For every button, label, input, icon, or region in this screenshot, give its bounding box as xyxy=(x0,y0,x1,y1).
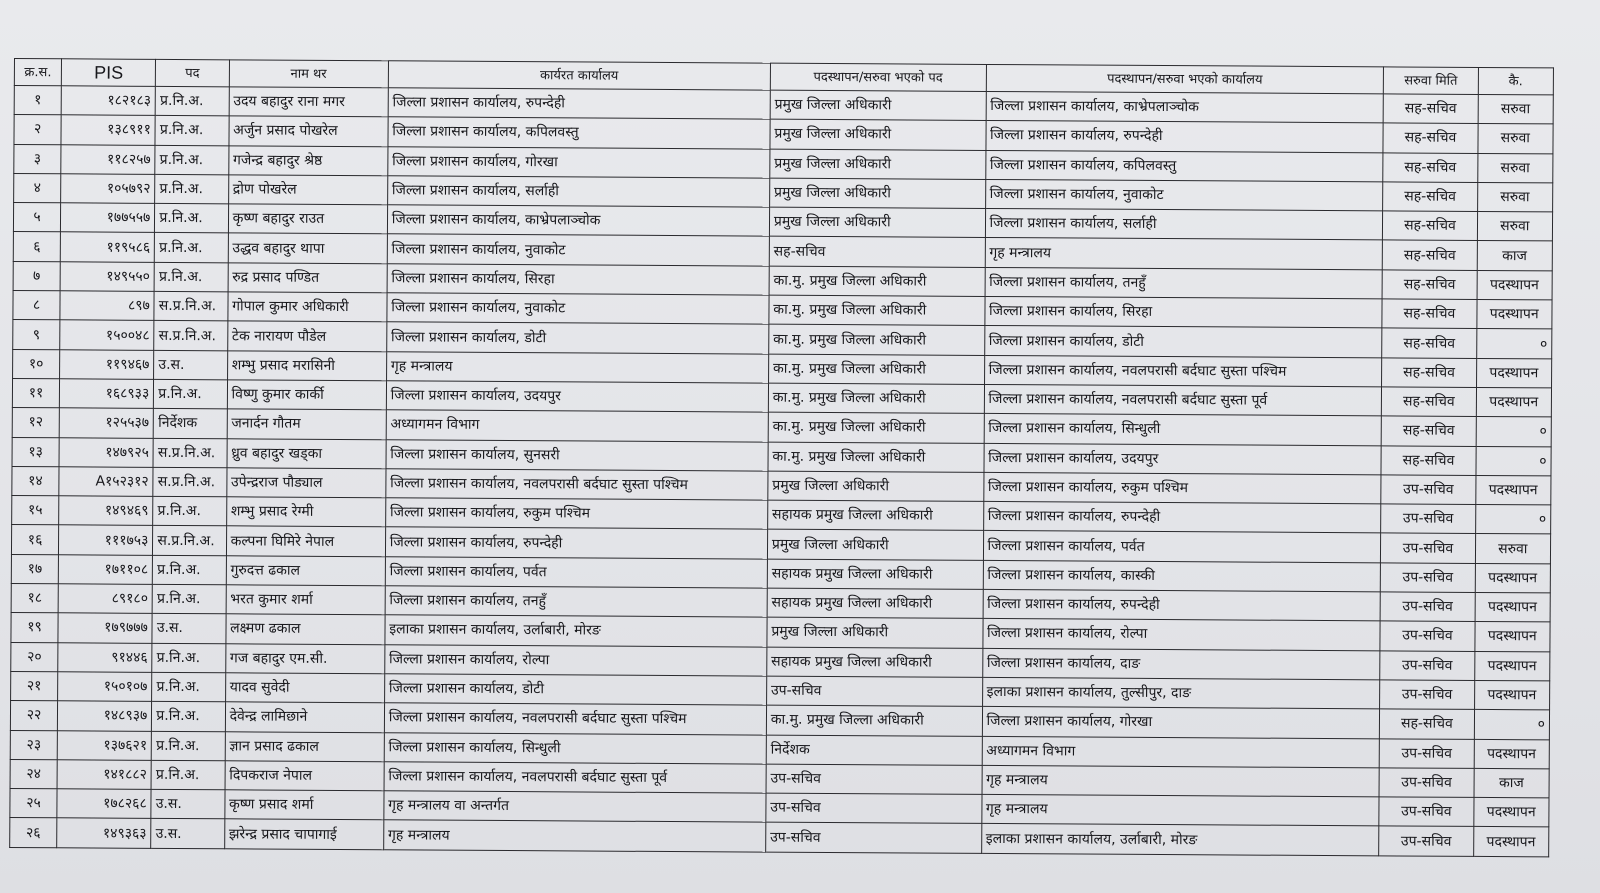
cell-level: उप-सचिव xyxy=(1381,533,1475,563)
cell-pis: १४९३६३ xyxy=(57,818,151,848)
cell-posted-office: जिल्ला प्रशासन कार्यालय, रुपन्देही xyxy=(983,502,1381,534)
cell-cadre: निर्देशक xyxy=(154,409,227,439)
cell-cadre: उ.स. xyxy=(154,350,227,380)
cell-current-office: जिल्ला प्रशासन कार्यालय, डोटी xyxy=(386,322,768,354)
cell-posted-office: गृह मन्त्रालय xyxy=(982,765,1380,797)
cell-posted-position: का.मु. प्रमुख जिल्ला अधिकारी xyxy=(769,266,985,297)
cell-pis: १५००४८ xyxy=(60,320,154,350)
cell-pis: १३८९११ xyxy=(61,115,155,145)
cell-cadre: प्र.नि.अ. xyxy=(155,116,228,146)
cell-serial: २५ xyxy=(10,789,57,819)
header-remark: कै. xyxy=(1478,67,1554,94)
cell-pis: ११९४६७ xyxy=(60,349,154,379)
cell-posted-position: सहायक प्रमुख जिल्ला अधिकारी xyxy=(767,647,983,678)
cell-cadre: प्र.नि.अ. xyxy=(155,174,228,204)
cell-cadre: स.प्र.नि.अ. xyxy=(154,291,227,321)
cell-remark: पदस्थापन xyxy=(1476,387,1552,417)
cell-remark: ० xyxy=(1474,710,1550,740)
cell-name: शम्भु प्रसाद मरासिनी xyxy=(227,350,386,380)
cell-posted-office: जिल्ला प्रशासन कार्यालय, काभ्रेपलाञ्चोक xyxy=(986,91,1384,123)
cell-level: उप-सचिव xyxy=(1381,563,1475,593)
header-posted-position: पदस्थापन/सरुवा भएको पद xyxy=(770,63,986,91)
cell-cadre: प्र.नि.अ. xyxy=(152,731,225,761)
cell-level: सह-सचिव xyxy=(1382,358,1476,388)
cell-level: उप-सचिव xyxy=(1379,768,1473,798)
cell-remark: पदस्थापन xyxy=(1475,475,1551,505)
cell-name: झरेन्द्र प्रसाद चापागाई xyxy=(224,819,383,850)
cell-posted-office: जिल्ला प्रशासन कार्यालय, कपिलवस्तु xyxy=(985,150,1383,182)
cell-posted-office: जिल्ला प्रशासन कार्यालय, पर्वत xyxy=(983,531,1381,563)
cell-level: उप-सचिव xyxy=(1380,650,1474,680)
cell-level: सह-सचिव xyxy=(1382,387,1476,417)
cell-cadre: प्र.नि.अ. xyxy=(152,672,225,702)
cell-level: उप-सचिव xyxy=(1379,797,1473,827)
cell-current-office: जिल्ला प्रशासन कार्यालय, काभ्रेपलाञ्चोक xyxy=(387,205,769,237)
cell-cadre: उ.स. xyxy=(152,614,225,644)
cell-current-office: जिल्ला प्रशासन कार्यालय, नवलपरासी बर्दघाट सुस्ता पूर्व xyxy=(384,762,766,794)
cell-serial: ५ xyxy=(13,203,60,233)
cell-posted-position: का.मु. प्रमुख जिल्ला अधिकारी xyxy=(769,324,985,355)
cell-pis: १७९७७७ xyxy=(58,613,152,643)
cell-name: कृष्ण प्रसाद शर्मा xyxy=(224,790,383,820)
cell-cadre: स.प्र.नि.अ. xyxy=(153,438,226,468)
cell-posted-position: का.मु. प्रमुख जिल्ला अधिकारी xyxy=(769,295,985,326)
cell-remark: ० xyxy=(1476,329,1552,359)
cell-level: उप-सचिव xyxy=(1379,826,1473,856)
header-current-office: कार्यरत कार्यालय xyxy=(388,61,770,90)
cell-serial: ३ xyxy=(14,144,61,174)
cell-current-office: जिल्ला प्रशासन कार्यालय, नवलपरासी बर्दघाट सुस्ता पश्चिम xyxy=(384,703,766,735)
cell-current-office: जिल्ला प्रशासन कार्यालय, नुवाकोट xyxy=(387,234,769,266)
cell-posted-position: प्रमुख जिल्ला अधिकारी xyxy=(768,471,984,502)
cell-pis: १०५७९२ xyxy=(61,174,155,204)
cell-pis: १४१८८२ xyxy=(57,760,151,790)
cell-posted-position: का.मु. प्रमुख जिल्ला अधिकारी xyxy=(766,705,982,736)
cell-pis: A१५२३१२ xyxy=(59,467,153,497)
cell-current-office: गृह मन्त्रालय xyxy=(383,820,765,852)
cell-cadre: प्र.नि.अ. xyxy=(154,262,227,292)
cell-remark: पदस्थापन xyxy=(1474,622,1550,652)
cell-posted-position: निर्देशक xyxy=(766,735,982,766)
cell-level: सह-सचिव xyxy=(1382,416,1476,446)
cell-name: शम्भु प्रसाद रेग्मी xyxy=(226,497,385,527)
cell-name: उपेन्द्रराज पौड्याल xyxy=(226,468,385,498)
cell-remark: ० xyxy=(1476,446,1552,476)
cell-pis: १६८९३३ xyxy=(59,379,153,409)
cell-posted-office: जिल्ला प्रशासन कार्यालय, सिन्धुली xyxy=(984,414,1382,446)
cell-level: सह-सचिव xyxy=(1382,328,1476,358)
cell-remark: पदस्थापन xyxy=(1473,827,1549,857)
cell-pis: १७११०८ xyxy=(58,555,152,585)
cell-current-office: जिल्ला प्रशासन कार्यालय, डोटी xyxy=(384,674,766,706)
cell-cadre: स.प्र.नि.अ. xyxy=(153,467,226,497)
cell-name: ज्ञान प्रसाद ढकाल xyxy=(225,731,384,761)
cell-level: उप-सचिव xyxy=(1381,504,1475,534)
cell-cadre: प्र.नि.अ. xyxy=(153,497,226,527)
cell-name: जनार्दन गौतम xyxy=(227,409,386,439)
cell-cadre: प्र.नि.अ. xyxy=(155,86,228,116)
cell-posted-office: जिल्ला प्रशासन कार्यालय, रुकुम पश्चिम xyxy=(983,472,1381,504)
cell-posted-office: अध्यागमन विभाग xyxy=(982,736,1380,768)
cell-current-office: जिल्ला प्रशासन कार्यालय, रुपन्देही xyxy=(388,88,770,120)
cell-pis: १७७५५७ xyxy=(61,203,155,233)
cell-serial: २३ xyxy=(10,730,57,760)
cell-pis: १७८२६८ xyxy=(57,789,151,819)
header-level: सरुवा मिति xyxy=(1384,67,1478,95)
cell-posted-office: जिल्ला प्रशासन कार्यालय, डोटी xyxy=(984,326,1382,358)
cell-pis: १२५५३७ xyxy=(59,408,153,438)
cell-serial: २६ xyxy=(10,818,57,848)
header-cadre: पद xyxy=(156,59,229,86)
cell-current-office: गृह मन्त्रालय xyxy=(386,351,768,383)
cell-serial: १६ xyxy=(11,525,58,555)
cell-current-office: जिल्ला प्रशासन कार्यालय, तनहुँ xyxy=(385,586,767,618)
cell-name: विष्णु कुमार कार्की xyxy=(227,380,386,410)
cell-current-office: जिल्ला प्रशासन कार्यालय, पर्वत xyxy=(385,557,767,589)
cell-remark: पदस्थापन xyxy=(1474,739,1550,769)
cell-posted-position: का.मु. प्रमुख जिल्ला अधिकारी xyxy=(768,383,984,414)
cell-posted-office: गृह मन्त्रालय xyxy=(981,795,1379,827)
cell-serial: १० xyxy=(13,349,60,379)
cell-posted-position: प्रमुख जिल्ला अधिकारी xyxy=(770,90,986,121)
cell-remark: सरुवा xyxy=(1477,212,1553,242)
cell-posted-position: का.मु. प्रमुख जिल्ला अधिकारी xyxy=(768,442,984,473)
cell-name: टेक नारायण पौडेल xyxy=(227,321,386,351)
cell-remark: काज xyxy=(1474,768,1550,798)
cell-name: देवेन्द्र लामिछाने xyxy=(225,702,384,732)
cell-posted-position: प्रमुख जिल्ला अधिकारी xyxy=(769,178,985,209)
cell-level: उप-सचिव xyxy=(1380,592,1474,622)
cell-name: गज बहादुर एम.सी. xyxy=(225,643,384,673)
cell-name: गुरुदत्त ढकाल xyxy=(226,556,385,586)
cell-remark: पदस्थापन xyxy=(1476,300,1552,330)
cell-name: कृष्ण बहादुर राउत xyxy=(228,204,387,234)
transfer-list-sheet xyxy=(9,58,1554,857)
cell-level: सह-सचिव xyxy=(1383,94,1477,124)
cell-current-office: इलाका प्रशासन कार्यालय, उर्लाबारी, मोरङ xyxy=(385,615,767,647)
cell-pis: ९१४४६ xyxy=(58,642,152,672)
cell-serial: ११ xyxy=(12,378,59,408)
cell-level: सह-सचिव xyxy=(1383,152,1477,182)
cell-name: रुद्र प्रसाद पण्डित xyxy=(228,263,387,293)
cell-name: गजेन्द्र बहादुर श्रेष्ठ xyxy=(228,145,387,175)
cell-pis: १८२१८३ xyxy=(61,86,155,116)
cell-name: कल्पना घिमिरे नेपाल xyxy=(226,526,385,556)
cell-posted-position: प्रमुख जिल्ला अधिकारी xyxy=(767,617,983,648)
cell-posted-office: जिल्ला प्रशासन कार्यालय, गोरखा xyxy=(982,707,1380,739)
cell-pis: १११७५३ xyxy=(59,525,153,555)
cell-current-office: जिल्ला प्रशासन कार्यालय, कपिलवस्तु xyxy=(388,117,770,149)
cell-remark: ० xyxy=(1476,417,1552,447)
cell-name: ध्रुव बहादुर खड्का xyxy=(227,438,386,468)
cell-current-office: जिल्ला प्रशासन कार्यालय, रोल्पा xyxy=(384,644,766,676)
cell-serial: २ xyxy=(14,115,61,145)
cell-serial: ६ xyxy=(13,232,60,262)
cell-pis: १३७६२१ xyxy=(57,730,151,760)
cell-current-office: जिल्ला प्रशासन कार्यालय, नुवाकोट xyxy=(387,293,769,325)
cell-posted-office: जिल्ला प्रशासन कार्यालय, रुपन्देही xyxy=(985,121,1383,153)
cell-level: उप-सचिव xyxy=(1380,680,1474,710)
cell-current-office: जिल्ला प्रशासन कार्यालय, सिन्धुली xyxy=(384,732,766,764)
cell-cadre: प्र.नि.अ. xyxy=(153,555,226,585)
cell-current-office: जिल्ला प्रशासन कार्यालय, सर्लाही xyxy=(387,176,769,208)
cell-cadre: प्र.नि.अ. xyxy=(152,643,225,673)
cell-cadre: स.प्र.नि.अ. xyxy=(153,526,226,556)
cell-current-office: जिल्ला प्रशासन कार्यालय, रुपन्देही xyxy=(385,527,767,559)
cell-serial: २० xyxy=(11,642,58,672)
cell-cadre: प्र.नि.अ. xyxy=(152,702,225,732)
cell-remark: पदस्थापन xyxy=(1477,270,1553,300)
cell-current-office: जिल्ला प्रशासन कार्यालय, सिरहा xyxy=(387,264,769,296)
cell-posted-position: सहायक प्रमुख जिल्ला अधिकारी xyxy=(767,559,983,590)
cell-remark: सरुवा xyxy=(1475,534,1551,564)
cell-posted-position: प्रमुख जिल्ला अधिकारी xyxy=(770,119,986,150)
cell-serial: १४ xyxy=(12,466,59,496)
cell-serial: २४ xyxy=(10,759,57,789)
cell-posted-office: जिल्ला प्रशासन कार्यालय, कास्की xyxy=(983,560,1381,592)
table-body xyxy=(10,86,1554,857)
cell-remark: पदस्थापन xyxy=(1476,358,1552,388)
cell-serial: ७ xyxy=(13,261,60,291)
cell-current-office: जिल्ला प्रशासन कार्यालय, नवलपरासी बर्दघाट सुस्ता पश्चिम xyxy=(386,469,768,501)
cell-posted-position: का.मु. प्रमुख जिल्ला अधिकारी xyxy=(768,412,984,443)
cell-name: अर्जुन प्रसाद पोखरेल xyxy=(229,116,388,146)
cell-cadre: उ.स. xyxy=(151,819,224,849)
cell-current-office: गृह मन्त्रालय वा अन्तर्गत xyxy=(384,791,766,823)
cell-remark: पदस्थापन xyxy=(1474,680,1550,710)
cell-name: उदय बहादुर राना मगर xyxy=(229,87,388,117)
cell-remark: सरुवा xyxy=(1478,124,1554,154)
cell-posted-position: प्रमुख जिल्ला अधिकारी xyxy=(767,530,983,561)
cell-serial: १ xyxy=(14,86,61,116)
cell-serial: ९ xyxy=(13,320,60,350)
cell-posted-position: प्रमुख जिल्ला अधिकारी xyxy=(769,207,985,238)
cell-posted-office: जिल्ला प्रशासन कार्यालय, नवलपरासी बर्दघाट सुस्ता पूर्व xyxy=(984,384,1382,416)
cell-posted-position: उप-सचिव xyxy=(766,676,982,707)
cell-current-office: जिल्ला प्रशासन कार्यालय, रुकुम पश्चिम xyxy=(385,498,767,530)
cell-serial: २१ xyxy=(11,671,58,701)
cell-pis: १५०१०७ xyxy=(58,672,152,702)
header-posted-office: पदस्थापन/सरुवा भएको कार्यालय xyxy=(986,64,1384,93)
header-serial: क्र.स. xyxy=(14,59,61,86)
cell-current-office: अध्यागमन विभाग xyxy=(386,410,768,442)
cell-serial: १२ xyxy=(12,408,59,438)
cell-remark: पदस्थापन xyxy=(1475,563,1551,593)
cell-posted-position: उप-सचिव xyxy=(766,793,982,824)
cell-level: सह-सचिव xyxy=(1383,240,1477,270)
cell-posted-office: जिल्ला प्रशासन कार्यालय, तनहुँ xyxy=(985,267,1383,299)
transfer-table xyxy=(9,58,1554,857)
cell-pis: १४८९३७ xyxy=(58,701,152,731)
cell-posted-position: उप-सचिव xyxy=(766,823,982,854)
cell-cadre: उ.स. xyxy=(151,789,224,819)
cell-serial: १८ xyxy=(11,584,58,614)
cell-pis: ८९७ xyxy=(60,291,154,321)
cell-name: उद्धव बहादुर थापा xyxy=(228,233,387,263)
cell-name: भरत कुमार शर्मा xyxy=(226,585,385,615)
cell-name: दिपकराज नेपाल xyxy=(225,761,384,791)
cell-remark: पदस्थापन xyxy=(1475,592,1551,622)
cell-serial: १५ xyxy=(12,496,59,526)
cell-serial: १३ xyxy=(12,437,59,467)
cell-level: सह-सचिव xyxy=(1383,123,1477,153)
cell-serial: १९ xyxy=(11,613,58,643)
cell-pis: १४७९२५ xyxy=(59,437,153,467)
cell-posted-office: जिल्ला प्रशासन कार्यालय, सिरहा xyxy=(984,297,1382,329)
cell-cadre: प्र.नि.अ. xyxy=(155,233,228,263)
cell-serial: ४ xyxy=(14,173,61,203)
cell-level: सह-सचिव xyxy=(1382,299,1476,329)
cell-posted-position: प्रमुख जिल्ला अधिकारी xyxy=(770,149,986,180)
cell-remark: सरुवा xyxy=(1477,182,1553,212)
cell-level: सह-सचिव xyxy=(1383,182,1477,212)
cell-cadre: प्र.नि.अ. xyxy=(154,379,227,409)
cell-posted-office: इलाका प्रशासन कार्यालय, उर्लाबारी, मोरङ xyxy=(981,824,1379,856)
cell-pis: ११९५८६ xyxy=(60,232,154,262)
cell-level: सह-सचिव xyxy=(1380,709,1474,739)
cell-level: सह-सचिव xyxy=(1383,211,1477,241)
cell-pis: १४९४६९ xyxy=(59,496,153,526)
cell-cadre: प्र.नि.अ. xyxy=(151,760,224,790)
header-pis: PIS xyxy=(61,59,155,87)
cell-remark: सरुवा xyxy=(1478,94,1554,124)
cell-current-office: जिल्ला प्रशासन कार्यालय, उदयपुर xyxy=(386,381,768,413)
cell-posted-position: उप-सचिव xyxy=(766,764,982,795)
cell-level: सह-सचिव xyxy=(1381,445,1475,475)
cell-posted-position: सहायक प्रमुख जिल्ला अधिकारी xyxy=(767,588,983,619)
cell-posted-office: जिल्ला प्रशासन कार्यालय, रुपन्देही xyxy=(983,589,1381,621)
cell-level: उप-सचिव xyxy=(1380,621,1474,651)
cell-cadre: प्र.नि.अ. xyxy=(155,204,228,234)
cell-name: द्रोण पोखरेल xyxy=(228,175,387,205)
cell-pis: ११८२५७ xyxy=(61,144,155,174)
cell-level: सह-सचिव xyxy=(1382,270,1476,300)
cell-remark: ० xyxy=(1475,505,1551,535)
cell-posted-office: जिल्ला प्रशासन कार्यालय, उदयपुर xyxy=(984,443,1382,475)
cell-current-office: जिल्ला प्रशासन कार्यालय, गोरखा xyxy=(388,146,770,178)
cell-posted-office: जिल्ला प्रशासन कार्यालय, नवलपरासी बर्दघाट सुस्ता पश्चिम xyxy=(984,355,1382,387)
cell-posted-office: जिल्ला प्रशासन कार्यालय, नुवाकोट xyxy=(985,179,1383,211)
cell-posted-office: गृह मन्त्रालय xyxy=(985,238,1383,270)
cell-current-office: जिल्ला प्रशासन कार्यालय, सुनसरी xyxy=(386,439,768,471)
cell-posted-office: जिल्ला प्रशासन कार्यालय, दाङ xyxy=(982,648,1380,680)
cell-posted-office: जिल्ला प्रशासन कार्यालय, सर्लाही xyxy=(985,209,1383,241)
cell-serial: २२ xyxy=(10,701,57,731)
cell-remark: काज xyxy=(1477,241,1553,271)
cell-level: उप-सचिव xyxy=(1381,475,1475,505)
cell-cadre: प्र.नि.अ. xyxy=(152,584,225,614)
cell-remark: पदस्थापन xyxy=(1474,651,1550,681)
cell-level: उप-सचिव xyxy=(1380,738,1474,768)
cell-cadre: स.प्र.नि.अ. xyxy=(154,321,227,351)
cell-serial: १७ xyxy=(11,554,58,584)
header-name: नाम थर xyxy=(229,60,388,88)
cell-posted-position: सह-सचिव xyxy=(769,237,985,268)
cell-posted-office: जिल्ला प्रशासन कार्यालय, रोल्पा xyxy=(982,619,1380,651)
cell-remark: सरुवा xyxy=(1477,153,1553,183)
cell-pis: १४९५५० xyxy=(60,262,154,292)
cell-name: यादव सुवेदी xyxy=(225,673,384,703)
cell-pis: ८९१८० xyxy=(58,584,152,614)
cell-name: लक्ष्मण ढकाल xyxy=(226,614,385,644)
cell-posted-position: सहायक प्रमुख जिल्ला अधिकारी xyxy=(767,500,983,531)
cell-cadre: प्र.नि.अ. xyxy=(155,145,228,175)
cell-posted-office: इलाका प्रशासन कार्यालय, तुल्सीपुर, दाङ xyxy=(982,677,1380,709)
cell-serial: ८ xyxy=(13,291,60,321)
cell-remark: पदस्थापन xyxy=(1473,798,1549,828)
cell-posted-position: का.मु. प्रमुख जिल्ला अधिकारी xyxy=(768,354,984,385)
cell-name: गोपाल कुमार अधिकारी xyxy=(228,292,387,322)
